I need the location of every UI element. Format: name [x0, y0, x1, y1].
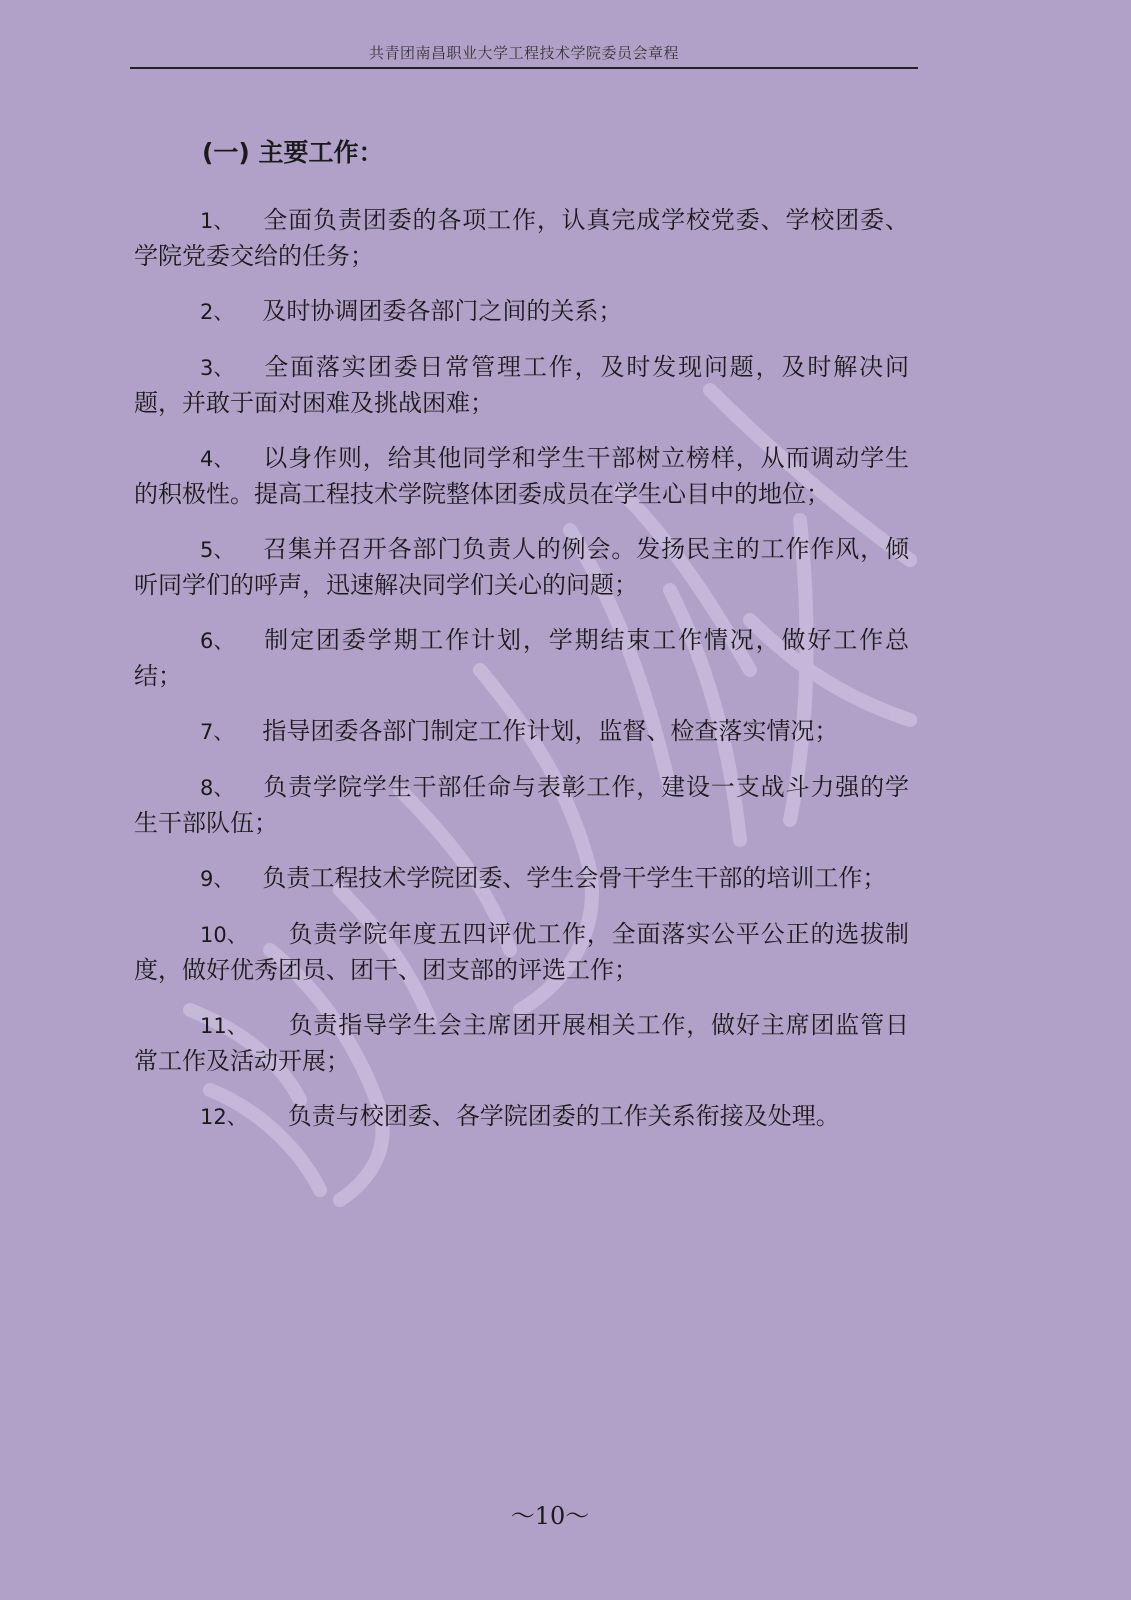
- item-number: 4、: [200, 447, 235, 471]
- item-text: 负责工程技术学院团委、学生会骨干学生干部的培训工作；: [262, 864, 887, 892]
- list-item: [134, 917, 909, 988]
- page-number: ～10～: [510, 1502, 590, 1530]
- list-item: [134, 770, 909, 841]
- list-item: [134, 294, 909, 330]
- item-text: 召集并召开各部门负责人的例会。发扬民主的工作作风，倾听同学们的呼声，迅速解决同学们关心的问题；: [134, 535, 909, 599]
- list-item: [134, 441, 909, 512]
- item-text: 指导团委各部门制定工作计划，监督、检查落实情况；: [262, 717, 839, 745]
- list-item: [134, 350, 909, 421]
- item-text: 全面落实团委日常管理工作，及时发现问题，及时解决问题，并敢于面对困难及挑战困难；: [134, 353, 909, 417]
- item-number: 12、: [200, 1105, 248, 1129]
- item-number: 6、: [200, 629, 235, 653]
- section-heading: (一) 主要工作：: [202, 138, 384, 167]
- item-number: 5、: [200, 538, 235, 562]
- list-item: [134, 1099, 909, 1135]
- list-item: [134, 1008, 909, 1079]
- item-number: 7、: [200, 720, 235, 744]
- item-text: 负责学院学生干部任命与表彰工作，建设一支战斗力强的学生干部队伍；: [134, 773, 909, 837]
- item-number: 1、: [200, 209, 235, 233]
- item-number: 9、: [200, 867, 235, 891]
- duty-list: [134, 203, 909, 1155]
- item-text: 负责与校团委、各学院团委的工作关系衔接及处理。: [287, 1102, 840, 1130]
- item-number: 11、: [200, 1014, 248, 1038]
- item-number: 10、: [200, 923, 248, 947]
- item-text: 负责指导学生会主席团开展相关工作，做好主席团监管日常工作及活动开展；: [134, 1011, 909, 1075]
- item-text: 全面负责团委的各项工作，认真完成学校党委、学校团委、学院党委交给的任务；: [134, 206, 909, 270]
- item-number: 2、: [200, 300, 235, 324]
- list-item: [134, 532, 909, 603]
- item-number: 8、: [200, 776, 235, 800]
- list-item: [134, 714, 909, 750]
- item-text: 及时协调团委各部门之间的关系；: [262, 297, 623, 325]
- item-text: 以身作则，给其他同学和学生干部树立榜样，从而调动学生的积极性。提高工程技术学院整体团委成员在学生心目中的地位；: [134, 444, 909, 508]
- item-text: 负责学院年度五四评优工作，全面落实公平公正的选拔制度，做好优秀团员、团干、团支部的评选工作；: [134, 920, 909, 984]
- list-item: [134, 203, 909, 274]
- list-item: [134, 861, 909, 897]
- header-divider: [130, 67, 918, 69]
- item-number: 3、: [200, 356, 235, 380]
- running-header: 共青团南昌职业大学工程技术学院委员会章程: [368, 44, 679, 62]
- item-text: 制定团委学期工作计划，学期结束工作情况，做好工作总结；: [134, 626, 909, 690]
- list-item: [134, 623, 909, 694]
